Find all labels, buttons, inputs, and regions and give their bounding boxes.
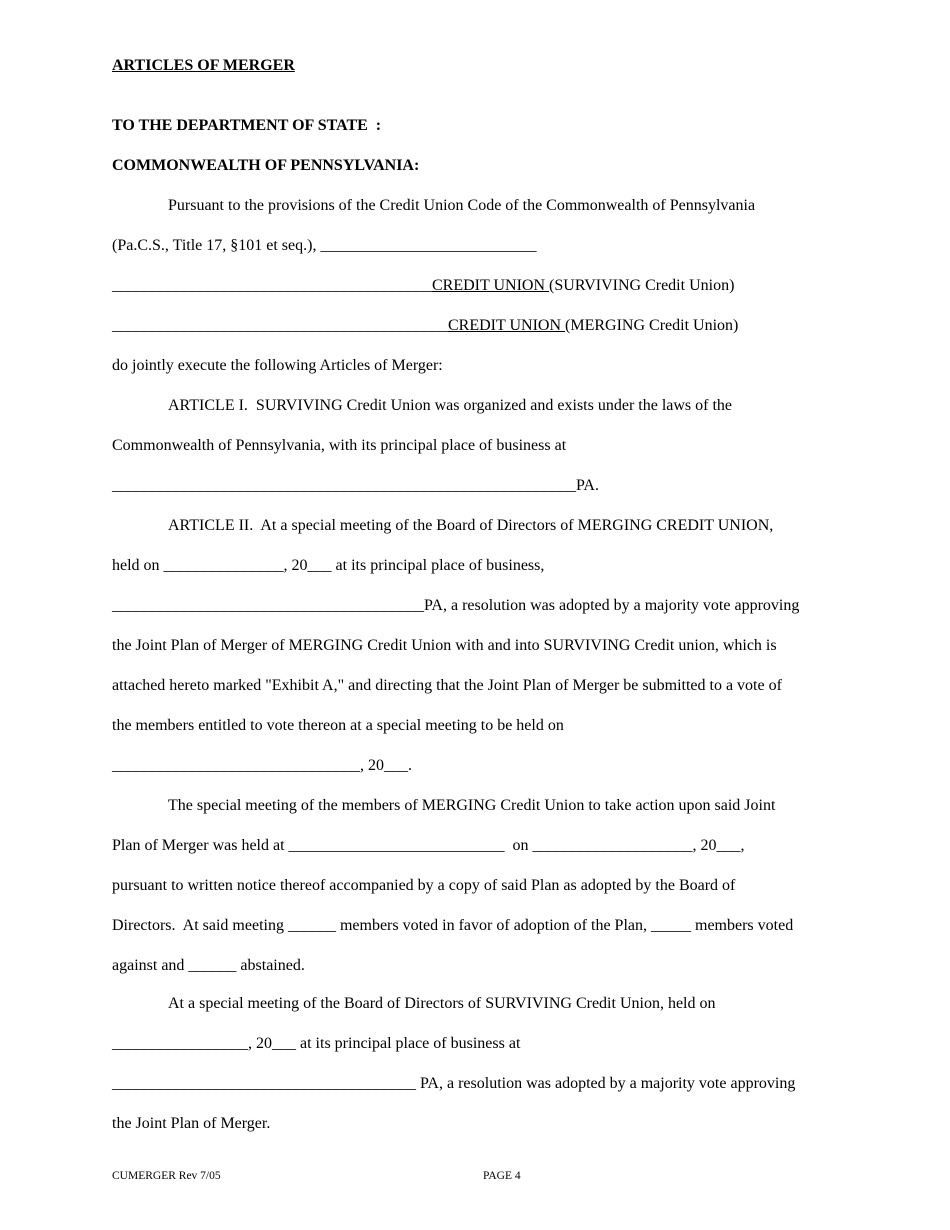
surviving-name-blank: ________________________________________ (112, 277, 432, 294)
document-title: ARTICLES OF MERGER (112, 57, 295, 74)
members-meeting-line-3: pursuant to written notice thereof accompanied by a copy of said Plan as adopted by the Board of (112, 877, 736, 894)
footer-page-number: PAGE 4 (483, 1170, 521, 1182)
article-2-line-1: ARTICLE II. At a special meeting of the Board of Directors of MERGING CREDIT UNION, (168, 517, 774, 534)
merging-suffix: (MERGING Credit Union) (565, 317, 739, 334)
surviving-board-line-1: At a special meeting of the Board of Directors of SURVIVING Credit Union, held on (168, 995, 716, 1012)
merging-cu-label: CREDIT UNION (448, 317, 566, 334)
article-1-line-2: Commonwealth of Pennsylvania, with its principal place of business at (112, 437, 567, 454)
surviving-credit-union-line (112, 276, 734, 296)
merging-credit-union-line (112, 316, 738, 336)
merging-name-blank: __________________________________________ (112, 317, 448, 334)
surviving-suffix: (SURVIVING Credit Union) (549, 277, 735, 294)
article-1-line-1: ARTICLE I. SURVIVING Credit Union was organized and exists under the laws of the (168, 397, 733, 414)
members-meeting-line-4: Directors. At said meeting ______ members voted in favor of adoption of the Plan, _____ members voted (112, 917, 794, 934)
surviving-cu-label: CREDIT UNION (432, 277, 550, 294)
surviving-board-line-3: ______________________________________ PA, a resolution was adopted by a majority vote approving (112, 1075, 796, 1092)
article-2-line-7: _______________________________, 20___. (112, 757, 412, 774)
article-2-line-6: the members entitled to vote thereon at a special meeting to be held on (112, 717, 564, 734)
preamble-line-1: Pursuant to the provisions of the Credit Union Code of the Commonwealth of Pennsylvania (168, 197, 756, 214)
members-meeting-line-5: against and ______ abstained. (112, 957, 305, 974)
article-2-line-3: _______________________________________PA, a resolution was adopted by a majority vote approving (112, 597, 800, 614)
article-2-line-4: the Joint Plan of Merger of MERGING Credit Union with and into SURVIVING Credit union, which is (112, 637, 777, 654)
article-2-line-5: attached hereto marked "Exhibit A," and directing that the Joint Plan of Merger be submitted to a vote of (112, 677, 782, 694)
article-2-line-2: held on _______________, 20___ at its principal place of business, (112, 557, 545, 574)
addressee-line-2: COMMONWEALTH OF PENNSYLVANIA: (112, 157, 420, 174)
members-meeting-line-2: Plan of Merger was held at ___________________________ on ____________________, 20___, (112, 837, 745, 854)
addressee-line-1: TO THE DEPARTMENT OF STATE : (112, 117, 382, 134)
surviving-board-line-4: the Joint Plan of Merger. (112, 1115, 271, 1132)
surviving-board-line-2: _________________, 20___ at its principal place of business at (112, 1035, 521, 1052)
preamble-line-5: do jointly execute the following Articles of Merger: (112, 357, 443, 374)
members-meeting-line-1: The special meeting of the members of MERGING Credit Union to take action upon said Joint (168, 797, 776, 814)
footer-form-id: CUMERGER Rev 7/05 (112, 1170, 221, 1182)
preamble-line-2: (Pa.C.S., Title 17, §101 et seq.), ___________________________ (112, 237, 537, 254)
article-1-line-3: __________________________________________________________PA. (112, 477, 599, 494)
